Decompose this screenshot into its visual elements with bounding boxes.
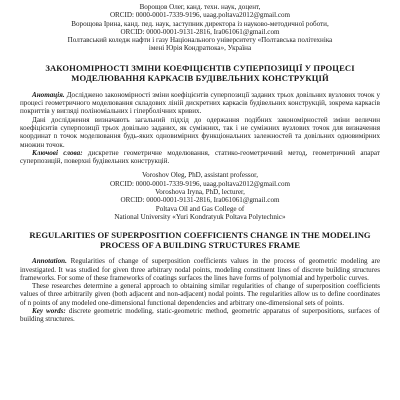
ua-author-line-3: Ворощова Ірина, канд. пед. наук, заступник директора із науково-методичної роботи, bbox=[71, 19, 329, 28]
ua-abstract-text-1: Досліджено закономірності зміни коефіцієнтів суперпозиції заданих трьох довільних вузлових точок у процесі геометричного моделювання складових ліній дискретних каркасів будівельних конструкцій, зокрема каркасів покриттів у вигляді поліноміальних і гіперболічних кривих. bbox=[20, 90, 380, 116]
en-author-line-3: Voroshova Iryna, PhD, lecturer, bbox=[155, 188, 245, 197]
ua-author-block bbox=[20, 3, 380, 53]
en-author-line-4: ORCID: 0000-0001-9131-2816, Ira061061@gmail.com bbox=[120, 196, 280, 205]
en-abstract bbox=[20, 257, 380, 307]
en-keywords-text: discrete geometric modeling, static-geometric method, geometric apparatus of superpositions, surfaces of building structures. bbox=[20, 307, 381, 324]
ua-author-line-5: Полтавський коледж нафти і газу Національного університету «Полтавська політехніка bbox=[67, 36, 333, 45]
ua-abstract-paragraph-1 bbox=[20, 91, 380, 116]
ua-paper-title: ЗАКОНОМІРНОСТІ ЗМІНИ КОЕФІЦІЄНТІВ СУПЕРПОЗИЦІЇ У ПРОЦЕСІ МОДЕЛЮВАННЯ КАРКАСІВ БУДІВЕЛЬНИХ КОНСТРУКЦІЙ bbox=[45, 62, 355, 83]
en-author-line-2: ORCID: 0000-0001-7339-9196, uaag.poltava2012@gmail.com bbox=[109, 179, 291, 188]
en-keywords-label: Key words: bbox=[32, 307, 66, 316]
en-paper-title: REGULARITIES OF SUPERPOSITION COEFFICIENTS CHANGE IN THE MODELING PROCESS OF A BUILDING STRUCTURES FRAME bbox=[29, 230, 371, 251]
en-abstract-text-1: Regularities of change of superposition coefficients values in the process of geometric modeling are investigated. It was studied for given three arbitrary nodal points, modeling constituent lines of discrete building structures frameworks. For some of these frameworks of coatings surfaces the lines have forms of polynomial and hyperbolic curves. bbox=[20, 257, 380, 282]
ua-keywords-text: дискретне геометричне моделювання, статико-геометричний метод, геометричний апарат суперпозицій, поверхні будівельних конструкцій. bbox=[20, 148, 380, 166]
ua-abstract bbox=[20, 91, 380, 149]
ua-abstract-label: Анотація. bbox=[32, 90, 65, 99]
en-abstract-paragraph-1 bbox=[20, 257, 380, 282]
ua-author-line-2: ORCID: 0000-0001-7339-9196, uaag.poltava2012@gmail.com bbox=[109, 11, 291, 20]
ua-author-line-6: імені Юрія Кондратюка», Україна bbox=[148, 44, 252, 53]
en-abstract-label: Annotation. bbox=[32, 257, 67, 266]
en-abstract-paragraph-2: These researches determine a general approach to obtaining similar regularities of change of superposition coefficients values of three arbitrarily given (both adjacent and non-adjacent) nodal points. The regularities allow us to define coordinates of n points of any modeled one-dimensional functional dependencies and arbitrary one-dimensional sets of points. bbox=[20, 282, 380, 307]
ua-keywords bbox=[20, 149, 380, 166]
ua-author-line-1: Ворощов Олег, канд. техн. наук, доцент, bbox=[139, 3, 261, 11]
ua-keywords-label: Ключові слова: bbox=[32, 148, 83, 157]
ua-author-line-4: ORCID: 0000-0001-9131-2816, Ira061061@gmail.com bbox=[120, 27, 280, 36]
en-author-block bbox=[20, 171, 380, 221]
en-keywords bbox=[20, 307, 380, 324]
en-author-line-1: Voroshov Oleg, PhD, assistant professor, bbox=[141, 171, 259, 180]
en-author-line-6: National University «Yuri Kondratyuk Poltava Polytechnic» bbox=[114, 212, 286, 221]
ua-abstract-paragraph-2: Дані дослідження визначають загальний підхід до одержання подібних закономірностей зміни величин коефіцієнтів суперпозиції трьох довільно заданих, як суміжних, так і не суміжних вузлових точок для визначення координат n точок моделювання будь-яких одновимірних функціональних залежностей та довільних одновимірних множин точок. bbox=[20, 115, 380, 149]
en-author-line-5: Poltava Oil and Gas College of bbox=[155, 204, 245, 213]
